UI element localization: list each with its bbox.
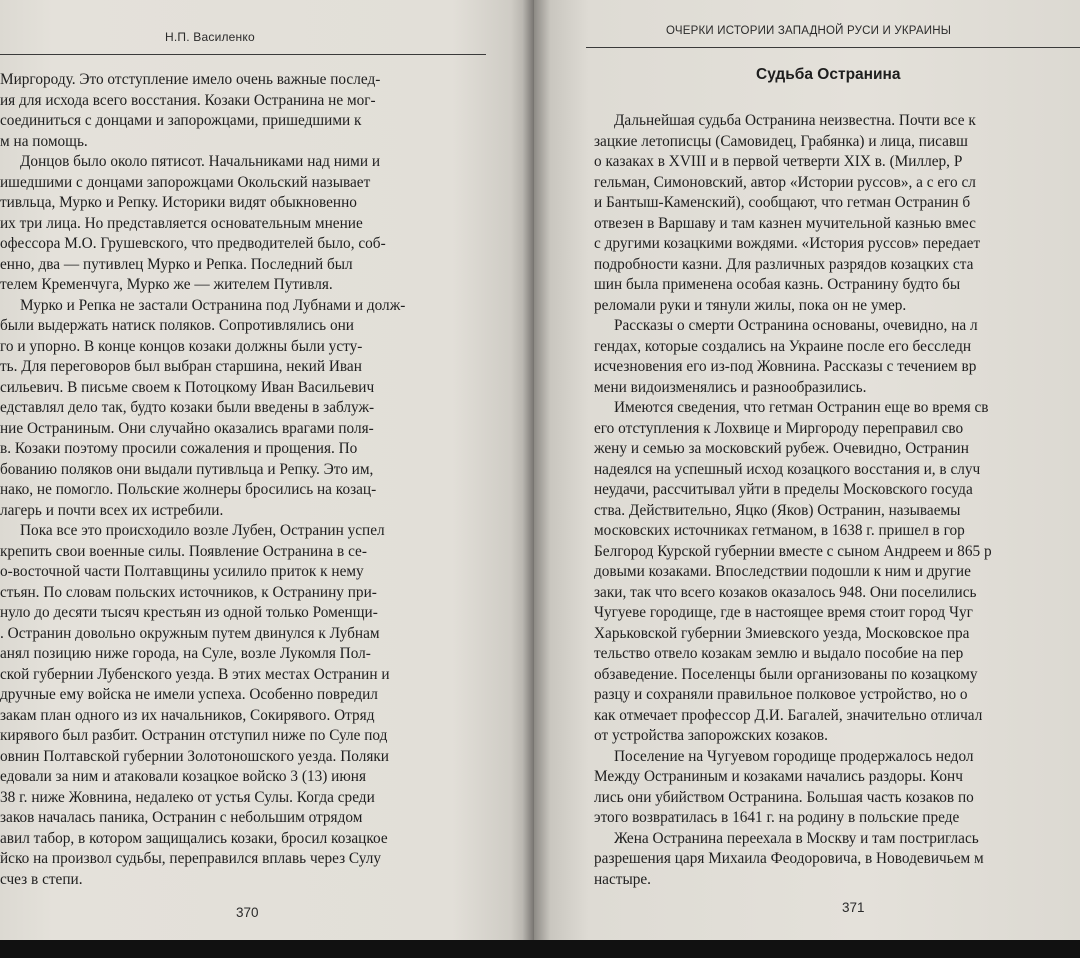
text-line: отвезен в Варшаву и там казнен мучительной казнью вмес: [594, 214, 976, 232]
text-line: тельство отвело козакам землю и выдало пособие на пер: [594, 645, 964, 662]
text-line: сильевич. В письме своем к Потоцкому Иван Васильевич: [0, 378, 375, 396]
left-page: [0, 0, 532, 940]
text-line: Поселение на Чугуевом городище продержалось недол: [614, 747, 974, 765]
text-line: надеялся на успешный исход козацкого восстания и, в случ: [594, 460, 981, 478]
text-line: йско на произвол судьбы, переправился вплавь через Сулу: [0, 850, 382, 867]
text-line: Харьковской губернии Змиевского уезда, Московское пра: [594, 624, 970, 642]
text-line: Белгород Курской губернии вместе с сыном Андреем и 865 р: [594, 542, 992, 560]
text-line: исчезновения его из-под Жовнина. Рассказы с течением вр: [594, 358, 977, 375]
text-line: шин была применена особая казнь. Остранину будто бы: [594, 276, 961, 293]
text-line: разрешения царя Михаила Феодоровича, в Новодевичьем м: [594, 850, 984, 867]
text-line: Между Остраниным и козаками начались раздоры. Конч: [594, 768, 963, 785]
text-line: Чугуеве городище, где в настоящее время стоит город Чуг: [594, 604, 973, 621]
body-text: [594, 111, 1080, 890]
text-line: от устройства запорожских козаков.: [594, 727, 828, 744]
text-line: разцу и сохраняли правильное полковое устройство, но о: [594, 686, 968, 703]
text-line: 38 г. ниже Жовнина, недалеко от устья Сулы. Когда среди: [0, 788, 375, 806]
text-line: Донцов было около пятисот. Начальниками над ними и: [20, 153, 381, 170]
text-line: зацкие летописцы (Самовидец, Грабянка) и лица, писавш: [594, 132, 968, 150]
text-line: этого возвратилась в 1641 г. на родину в польские преде: [594, 809, 960, 826]
text-line: едставлял дело так, будто козаки были введены в заблуж-: [0, 399, 375, 416]
section-title: Судьба Остранина: [756, 66, 901, 83]
book-bottom-edge: [0, 940, 1080, 958]
text-line: лагерь и почти всех их истребили.: [0, 501, 224, 519]
text-line: Имеются сведения, что гетман Остранин еще во время св: [614, 399, 989, 416]
text-line: телем Кременчуга, Мурко же — жителем Путивля.: [0, 276, 333, 293]
text-line: ской губернии Лубенского уезда. В этих местах Остранин и: [0, 665, 390, 683]
text-line: стьян. По словам польских источников, к Остранину при-: [0, 583, 377, 601]
header-rule: [0, 54, 486, 55]
text-line: как отмечает профессор Д.И. Багалей, значительно отличал: [594, 706, 983, 724]
text-line: м на помощь.: [0, 132, 88, 150]
text-line: нуло до десяти тысяч крестьян из одной только Роменщи-: [0, 604, 378, 621]
text-line: подробности казни. Для различных разрядов козацких ста: [594, 255, 974, 273]
text-line: лись они убийством Остранина. Большая часть козаков по: [594, 788, 974, 806]
text-line: ия для исхода всего восстания. Козаки Остранина не мог-: [0, 91, 376, 109]
text-line: го и упорно. В конце концов козаки должны были усту-: [0, 337, 363, 355]
text-line: дручные ему войска не имели успеха. Особенно повредил: [0, 686, 378, 703]
text-line: крепить свои военные силы. Появление Остранина в се-: [0, 542, 367, 560]
text-line: нако, не помогло. Польские жолнеры бросились на козац-: [0, 481, 377, 498]
text-line: мени видоизменялись и разнообразились.: [594, 378, 867, 396]
text-line: его отступления к Лохвице и Миргороду переправил сво: [594, 419, 964, 437]
text-line: соединиться с донцами и запорожцами, пришедшими к: [0, 112, 362, 129]
text-line: ть. Для переговоров был выбран старшина, некий Иван: [0, 358, 362, 375]
text-line: заков началась паника, Остранин с небольшим отрядом: [0, 809, 363, 826]
text-line: жену и семью за московский рубеж. Очевидно, Остранин: [594, 440, 969, 457]
text-line: енно, два — путивлец Мурко и Репка. Последний был: [0, 255, 353, 273]
text-line: Пока все это происходило возле Лубен, Остранин успел: [20, 522, 385, 539]
text-line: неудачи, рассчитывал уйти в пределы Московского госуда: [594, 481, 973, 498]
text-line: гендах, которые создались на Украине после его бесследн: [594, 337, 972, 355]
text-line: бованию поляков они выдали путивльца и Репку. Это им,: [0, 460, 374, 478]
text-line: едовали за ним и атаковали козацкое войско 3 (13) июня: [0, 768, 367, 785]
body-text: [0, 70, 484, 890]
text-line: московских источниках гетманом, в 1638 г. пришел в гор: [594, 522, 965, 539]
text-line: кирявого был разбит. Остранин отступил ниже по Суле под: [0, 727, 388, 744]
text-line: ишедшими с донцами запорожцами Окольский называет: [0, 173, 371, 191]
text-line: о казаках в XVIII и в первой четверти XIX в. (Миллер, Р: [594, 153, 963, 170]
text-line: о-восточной части Полтавщины усилило приток к нему: [0, 563, 364, 580]
text-line: реломали руки и тянули жилы, пока он не умер.: [594, 296, 907, 314]
text-line: анял позицию ниже города, на Суле, возле Лукомля Пол-: [0, 645, 371, 662]
text-line: были выдержать натиск поляков. Сопротивлялись они: [0, 317, 354, 334]
text-line: довыми козаками. Впоследствии подошли к ним и другие: [594, 563, 971, 580]
text-line: Миргороду. Это отступление имело очень важные послед-: [0, 71, 381, 88]
text-line: авил табор, в котором защищались козаки, бросил козацкое: [0, 829, 388, 847]
text-line: ние Остраниным. Они случайно оказались врагами поля-: [0, 419, 374, 437]
text-line: Мурко и Репка не застали Остранина под Лубнами и долж-: [20, 296, 406, 314]
running-head: ОЧЕРКИ ИСТОРИИ ЗАПАДНОЙ РУСИ И УКРАИНЫ: [666, 25, 952, 37]
text-line: . Остранин довольно окружным путем двинулся к Лубнам: [0, 624, 380, 642]
text-line: настыре.: [594, 870, 651, 888]
text-line: Жена Остранина переехала в Москву и там постриглась: [614, 829, 979, 847]
text-line: ства. Действительно, Яцко (Яков) Остранин, называемы: [594, 501, 961, 519]
text-line: Рассказы о смерти Остранина основаны, очевидно, на л: [614, 317, 978, 334]
text-line: офессора М.О. Грушевского, что предводителей было, соб-: [0, 235, 386, 252]
page-number: 370: [236, 905, 259, 920]
text-line: заки, так что всего козаков оказалось 948. Они поселились: [594, 583, 977, 601]
running-head: Н.П. Василенко: [165, 30, 255, 44]
text-line: обзаведение. Поселенцы были организованы по козацкому: [594, 665, 978, 683]
text-line: закам план одного из их начальников, Сокирявого. Отряд: [0, 706, 375, 724]
text-line: с другими козацкими вождями. «История руссов» передает: [594, 235, 981, 252]
text-line: счез в степи.: [0, 870, 83, 888]
text-line: тивльца, Мурко и Репку. Историки видят обыкновенно: [0, 194, 357, 211]
text-line: и Бантыш-Каменский), сообщают, что гетман Остранин б: [594, 194, 971, 211]
text-line: овнин Полтавской губернии Золотоношского уезда. Поляки: [0, 747, 389, 765]
right-page: [534, 0, 1080, 940]
page-number: 371: [842, 900, 865, 915]
text-line: в. Козаки поэтому просили сожаления и прощения. По: [0, 440, 358, 457]
header-rule: [586, 47, 1080, 48]
text-line: их три лица. Но представляется основательным мнение: [0, 214, 363, 232]
text-line: Дальнейшая судьба Остранина неизвестна. Почти все к: [614, 112, 976, 129]
text-line: гельман, Симоновский, автор «Истории руссов», а с его сл: [594, 173, 976, 191]
